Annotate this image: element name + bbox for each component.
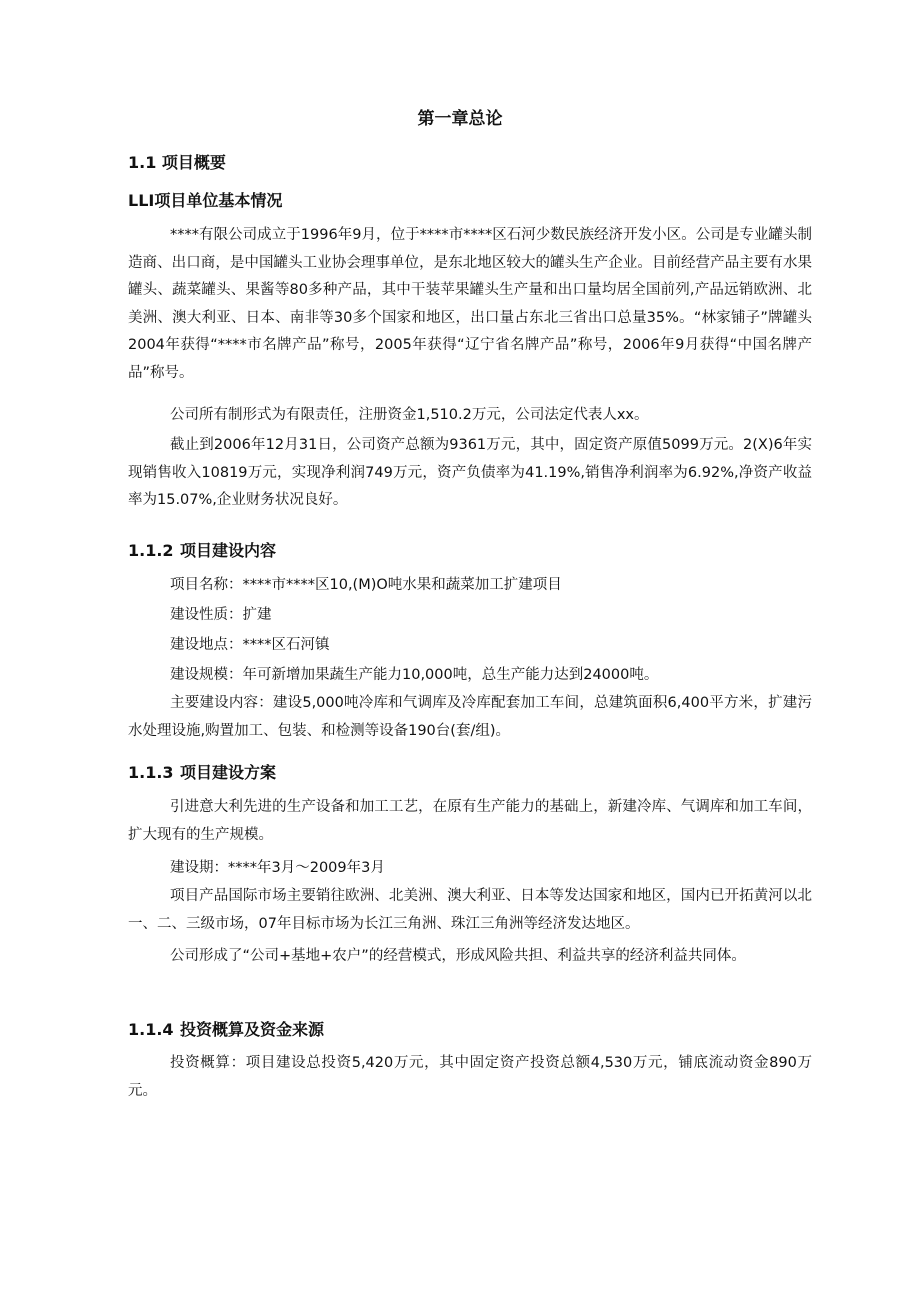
section-title: 投资概算及资金来源 <box>180 1020 325 1039</box>
business-model-paragraph: 公司形成了“公司+基地+农户”的经营模式，形成风险共担、利益共享的经济利益共同体。 <box>170 948 746 964</box>
chapter-title: 第一章总论 <box>417 109 503 129</box>
section-title: 项目建设方案 <box>180 763 277 782</box>
section-number: LLI <box>128 191 155 210</box>
market-paragraph: 项目产品国际市场主要销往欧洲、北美洲、澳大利亚、日本等发达国家和地区，国内已开拓黄河以北一、二、三级市场，07年目标市场为长江三角洲、珠江三角洲等经济发达地区。 <box>128 888 812 932</box>
section-number: 1.1.3 <box>128 763 174 782</box>
company-profile-paragraph: ****有限公司成立于1996年9月，位于****市****区石河少数民族经济开发小区。公司是专业罐头制造商、出口商，是中国罐头工业协会理事单位，是东北地区较大的罐头生产企业。目前经营产品主要有水果罐头、蔬菜罐头、果酱等80多种产品，其中干装苹果罐头生产量和出口量均居全国前列,产品远销欧洲、北美洲、澳大利亚、日本、南非等30多个国家和地区，出口量占东北三省出口总量35%。“林家铺子”牌罐头2004年获得“****市名牌产品”称号，2005年获得“辽宁省名牌产品”称号，2006年9月获得“中国名牌产品”称号。 <box>128 227 812 381</box>
section-title: 项目概要 <box>161 153 226 172</box>
section-heading-lli <box>128 188 282 211</box>
main-construction-paragraph: 主要建设内容：建设5,000吨冷库和气调库及冷库配套加工车间，总建筑面积6,400平方米，扩建污水处理设施,购置加工、包装、和检测等设备190台(套/组)。 <box>128 695 812 739</box>
section-title: 项目建设内容 <box>180 541 277 560</box>
construction-site-line: 建设地点：****区石河镇 <box>170 637 330 653</box>
construction-scale-line: 建设规模：年可新增加果蔬生产能力10,000吨，总生产能力达到24000吨。 <box>170 667 659 683</box>
ownership-paragraph: 公司所有制形式为有限责任，注册资金1,510.2万元，公司法定代表人xx。 <box>170 407 649 423</box>
plan-paragraph: 引进意大利先进的生产设备和加工工艺，在原有生产能力的基础上，新建冷库、气调库和加工车间，扩大现有的生产规模。 <box>128 799 812 843</box>
investment-paragraph: 投资概算：项目建设总投资5,420万元，其中固定资产投资总额4,530万元，铺底流动资金890万元。 <box>128 1055 812 1099</box>
project-name-line: 项目名称：****市****区10,(M)O吨水果和蔬菜加工扩建项目 <box>170 577 562 593</box>
section-number: 1.1 <box>128 153 157 172</box>
section-heading-1-1 <box>128 150 226 173</box>
section-number: 1.1.2 <box>128 541 174 560</box>
finance-paragraph: 截止到2006年12月31日，公司资产总额为9361万元，其中，固定资产原值5099万元。2(X)6年实现销售收入10819万元，实现净利润749万元，资产负债率为41.19%,销售净利润率为6.92%,净资产收益率为15.07%,企业财务状况良好。 <box>128 437 812 509</box>
section-heading-1-1-3 <box>128 760 276 783</box>
section-number: 1.1.4 <box>128 1020 174 1039</box>
construction-period-line: 建设期：****年3月～2009年3月 <box>170 860 385 876</box>
section-heading-1-1-4 <box>128 1017 324 1040</box>
construction-nature-line: 建设性质：扩建 <box>170 607 272 623</box>
section-heading-1-1-2 <box>128 538 276 561</box>
section-title: 项目单位基本情况 <box>154 191 283 210</box>
